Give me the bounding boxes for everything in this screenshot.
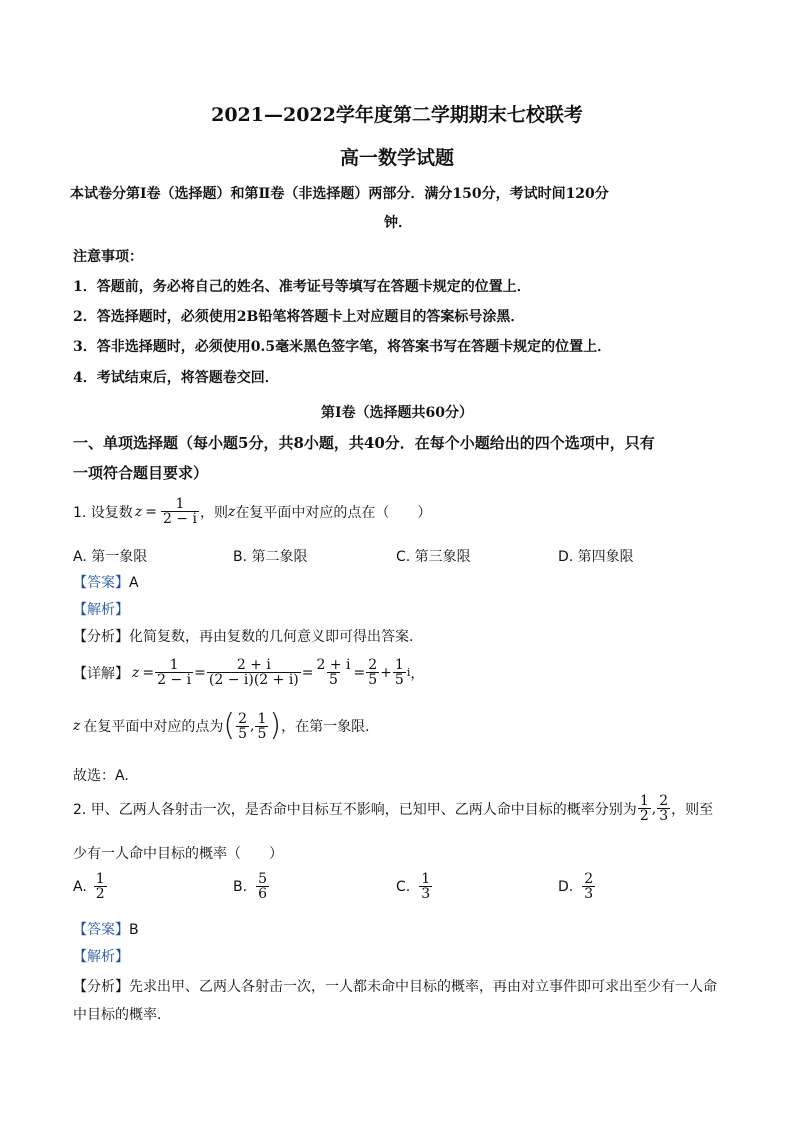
frac-num: 1 [394,657,404,673]
q2-sep: , [651,800,657,817]
q1-point-y [255,712,268,741]
q2-fenxi-line-2: 中目标的概率. [73,1007,162,1023]
frac-num: 2 [368,657,378,673]
frac-num: 2 [584,871,594,887]
q2-line-1-suffix: ，则至 [671,801,714,818]
q1-detail-frac-5 [393,658,406,687]
frac-num: 2 + i [236,657,271,673]
q2-fenxi-text: 先求出甲、乙两人各射击一次，一人都未命中目标的概率，再由对立事件即可求出至少有一人命 [129,979,717,995]
q1-detail-frac-3 [315,658,353,687]
q1-var-z-2: z [227,503,236,520]
notes-item: 2．答选择题时，必须使用2B铅笔将答题卡上对应题目的答案标号涂黑． [73,309,525,325]
frac-num: 1 [421,871,431,887]
q2-answer-value: B [129,922,139,938]
q1-point-z: z [73,718,81,734]
right-paren-icon: ) [269,708,282,743]
q2-answer [73,919,139,939]
q2-option-a [73,872,108,901]
notes-item: 3．答非选择题时，必须使用0.5毫米黑色签字笔，将答案书写在答题卡规定的位置上． [73,339,612,355]
frac-num: 2 [238,710,248,727]
q1-detail-eq: = [353,664,366,681]
q2-line-1: 2. 甲、乙两人各射击一次，是否命中目标互不影响，已知甲、乙两人命中目标的概率分别为 [73,801,637,818]
q1-point-x [236,712,249,741]
question-1 [73,497,431,526]
q2-analysis-label: 【解析】 [73,949,129,965]
part-heading-line-2: 一项符合题目要求） [73,464,209,482]
frac-num: 1 [639,793,649,809]
frac-num: 2 [659,793,669,809]
frac-den: 2 − i [157,672,192,688]
q1-detail-eq: = [142,664,155,681]
q2-option-d [558,872,596,901]
q1-point-prefix: 在复平面中对应的点为 [83,719,224,735]
left-paren-icon: ( [223,708,236,743]
q1-detail-comma: ， [410,665,425,682]
exam-title: 2021—2022学年度第二学期期末七校联考 [211,104,583,126]
option-fraction [419,872,432,901]
notes-item: 1．答题前，务必将自己的姓名、准考证号等填写在答题卡规定的位置上． [73,279,531,295]
section-title: 第Ⅰ卷（选择题共60分） [320,405,474,421]
frac-den: 6 [258,886,267,902]
q1-detail-eq: = [194,664,206,681]
q1-detail-frac-2 [207,658,301,687]
q2-fenxi-label: 【分析】 [73,979,129,995]
option-fraction [256,872,269,901]
intro-line-2: 钟． [384,215,412,231]
q1-point-line [73,708,370,743]
q1-analysis-label: 【解析】 [73,602,129,618]
frac-den: 3 [584,886,594,902]
q2-answer-label: 【答案】 [73,922,129,938]
frac-den: (2 − i)(2 + i) [208,672,299,688]
option-label: B. [233,878,248,895]
notes-heading: 注意事项： [73,249,143,265]
option-fraction [94,872,107,901]
frac-num: 5 [258,871,267,887]
question-2-line-1 [73,794,713,823]
q1-answer-label: 【答案】 [73,575,129,591]
q1-detail-label: 【详解】 [73,665,129,682]
frac-num: 2 + i [316,657,351,673]
q1-detail-z: z [132,664,140,681]
part-heading-line-1: 一、单项选择题（每小题5分，共8小题，共40分．在每个小题给出的四个选项中，只有 [73,434,655,452]
q1-point-sep: , [250,718,255,734]
frac-den: 3 [421,886,431,902]
frac-den: 5 [368,672,378,688]
exam-subtitle: 高一数学试题 [339,147,454,169]
q1-fenxi-label: 【分析】 [73,629,129,645]
option-label: C. [396,878,411,895]
q1-detail-frac-1 [155,658,193,687]
q1-option-d: D. 第四象限 [558,549,634,565]
q1-suffix-b: 在复平面中对应的点在（ ） [235,504,432,521]
q1-fraction [161,497,199,526]
q1-answer [73,572,139,592]
q1-option-b: B. 第二象限 [233,549,308,565]
q1-detail [73,658,424,687]
q1-frac-num: 1 [175,496,185,512]
q1-eq: = [145,503,157,520]
q2-prob-2 [657,794,670,823]
option-fraction [582,872,595,901]
q1-option-c: C. 第三象限 [396,549,471,565]
frac-den: 5 [238,725,248,742]
q1-detail-plus: + [380,664,392,681]
option-label: A. [73,878,87,895]
q1-prefix: 1. 设复数 [73,504,133,521]
q1-detail-i: i [406,666,411,679]
q1-conclusion: 故选：A. [73,768,129,784]
option-label: D. [558,878,574,895]
frac-den: 5 [394,672,404,688]
q1-fenxi-text: 化简复数，再由复数的几何意义即可得出答案. [129,629,414,645]
q1-detail-eq: = [301,664,314,681]
q1-frac-den: 2 − i [162,511,197,527]
q1-suffix-a: ，则 [199,504,228,521]
q2-option-b [233,872,270,901]
frac-den: 5 [329,672,338,688]
q1-point-suffix: ，在第一象限. [281,719,370,735]
frac-num: 1 [95,871,105,887]
question-2-line-2: 少有一人命中目标的概率（ ） [73,846,283,862]
frac-den: 2 [639,808,649,824]
frac-den: 5 [257,725,267,742]
q1-var-z: z [134,503,143,520]
q2-option-c [396,872,433,901]
q1-option-a: A. 第一象限 [73,549,148,565]
frac-num: 1 [169,657,179,673]
q1-detail-frac-4 [366,658,379,687]
intro-line-1: 本试卷分第Ⅰ卷（选择题）和第Ⅱ卷（非选择题）两部分．满分150分，考试时间120分 [70,186,609,202]
q2-prob-1 [638,794,651,823]
notes-item: 4．考试结束后，将答题卷交回． [73,370,279,386]
frac-num: 1 [257,710,267,727]
frac-den: 3 [659,808,669,824]
q1-fenxi [73,626,413,646]
q1-answer-value: A [129,575,139,591]
frac-den: 2 [95,886,105,902]
q2-fenxi-line-1 [73,976,717,996]
